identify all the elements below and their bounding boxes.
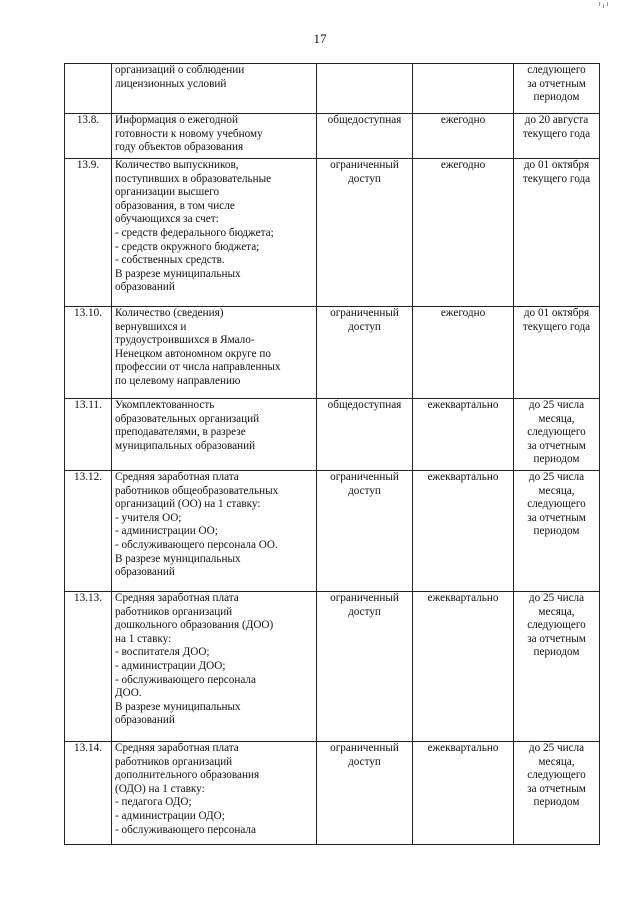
- cell-line: Укомплектованность: [115, 399, 215, 411]
- cell-line: организации высшего: [115, 186, 220, 199]
- cell-line: месяца,: [538, 755, 575, 768]
- cell-line: ежегодно: [440, 159, 486, 171]
- row-frequency: [413, 742, 514, 845]
- row-access: [317, 592, 413, 742]
- cell-line: дополнительного образования: [115, 769, 260, 782]
- cell-line: - средств федерального бюджета;: [115, 226, 274, 239]
- row-description: [112, 471, 317, 592]
- row-deadline: [514, 64, 600, 114]
- cell-line: ежегодно: [440, 307, 486, 319]
- row-deadline: [514, 307, 600, 399]
- cell-line: общедоступная: [327, 399, 402, 411]
- row-description: [112, 592, 317, 742]
- cell-line: работников общеобразовательных: [115, 484, 279, 497]
- cell-line: ежегодно: [440, 114, 486, 126]
- row-description: [112, 159, 317, 307]
- cell-line: работников организаций: [115, 755, 233, 768]
- cell-line: образований: [115, 281, 175, 294]
- cell-line: организаций о соблюдении: [115, 64, 245, 76]
- table-row: [65, 742, 600, 845]
- cell-line: году объектов образования: [115, 141, 244, 154]
- row-number: 13.9.: [65, 159, 112, 307]
- cell-line: ограниченный: [330, 307, 399, 319]
- row-frequency: [413, 114, 514, 159]
- cell-line: ежеквартально: [427, 592, 499, 604]
- cell-line: доступ: [348, 605, 381, 618]
- cell-line: лицензионных условий: [115, 77, 227, 90]
- cell-line: дошкольного образования (ДОО): [115, 619, 274, 632]
- cell-line: до 01 октября: [523, 159, 590, 171]
- table-row: [65, 399, 600, 471]
- row-number: 13.12.: [65, 471, 112, 592]
- cell-line: Ненецком автономном округе по: [115, 347, 271, 360]
- cell-line: - воспитателя ДОО;: [115, 646, 210, 659]
- cell-line: до 01 октября: [523, 307, 590, 319]
- cell-line: по целевому направлению: [115, 374, 241, 387]
- cell-line: за отчетным: [527, 782, 586, 795]
- cell-line: до 25 числа: [528, 592, 585, 604]
- row-description: [112, 64, 317, 114]
- cell-line: месяца,: [538, 484, 575, 497]
- table-row: [65, 114, 600, 159]
- cell-line: следующего: [527, 498, 586, 511]
- row-number: 13.13.: [65, 592, 112, 742]
- cell-line: ДОО.: [115, 687, 142, 700]
- cell-line: до 20 августа: [524, 114, 589, 126]
- cell-line: профессии от числа направленных: [115, 361, 281, 374]
- row-access: [317, 64, 413, 114]
- row-number: 13.10.: [65, 307, 112, 399]
- cell-line: ограниченный: [330, 742, 399, 754]
- cell-line: месяца,: [538, 412, 575, 425]
- cell-line: периодом: [533, 796, 580, 809]
- cell-line: ограниченный: [330, 592, 399, 604]
- page-number: 17: [313, 31, 327, 46]
- row-access: [317, 742, 413, 845]
- cell-line: на 1 ставку:: [115, 632, 172, 645]
- table-body: [65, 64, 600, 845]
- cell-line: доступ: [348, 320, 381, 333]
- row-access: [317, 471, 413, 592]
- cell-line: - администрации ДОО;: [115, 659, 226, 672]
- row-description: [112, 742, 317, 845]
- cell-line: доступ: [348, 484, 381, 497]
- cell-line: следующего: [527, 619, 586, 632]
- cell-line: текущего года: [522, 172, 591, 185]
- cell-line: ограниченный: [330, 471, 399, 483]
- row-description: [112, 399, 317, 471]
- cell-line: образования, в том числе: [115, 199, 235, 212]
- cell-line: месяца,: [538, 605, 575, 618]
- cell-line: образований: [115, 714, 175, 727]
- row-deadline: [514, 471, 600, 592]
- cell-line: ежеквартально: [427, 742, 499, 754]
- cell-line: трудоустроившихся в Ямало-: [115, 334, 255, 347]
- cell-line: Средняя заработная плата: [115, 592, 239, 604]
- cell-line: доступ: [348, 172, 381, 185]
- cell-line: обучающихся за счет:: [115, 213, 219, 226]
- cell-line: до 25 числа: [528, 742, 585, 754]
- cell-line: Количество выпускников,: [115, 159, 239, 171]
- row-description: [112, 114, 317, 159]
- data-table: [64, 63, 600, 845]
- cell-line: готовности к новому учебному: [115, 127, 263, 140]
- cell-line: образовательных организаций: [115, 412, 260, 425]
- row-deadline: [514, 399, 600, 471]
- cell-line: за отчетным: [527, 439, 586, 452]
- cell-line: - обслуживающего персонала: [115, 673, 256, 686]
- row-frequency: [413, 592, 514, 742]
- row-access: [317, 399, 413, 471]
- cell-line: - средств окружного бюджета;: [115, 240, 260, 253]
- row-number: [65, 64, 112, 114]
- cell-line: Информация о ежегодной: [115, 114, 238, 126]
- cell-line: следующего: [527, 769, 586, 782]
- row-number: 13.8.: [65, 114, 112, 159]
- cell-line: - педагога ОДО;: [115, 796, 192, 809]
- cell-line: общедоступная: [327, 114, 402, 126]
- cell-line: поступивших в образовательные: [115, 172, 272, 185]
- cell-line: - администрации ОДО;: [115, 809, 225, 822]
- row-frequency: [413, 64, 514, 114]
- row-frequency: [413, 399, 514, 471]
- cell-line: текущего года: [522, 127, 591, 140]
- table-row: [65, 471, 600, 592]
- table-row: [65, 307, 600, 399]
- cell-line: ежеквартально: [427, 399, 499, 411]
- cell-line: доступ: [348, 755, 381, 768]
- table-row: [65, 592, 600, 742]
- cell-line: периодом: [533, 646, 580, 659]
- corner-mark: [596, 0, 612, 16]
- cell-line: за отчетным: [527, 77, 586, 90]
- cell-line: Количество (сведения): [115, 307, 224, 319]
- cell-line: В разрезе муниципальных: [115, 700, 241, 713]
- cell-line: муниципальных образований: [115, 439, 256, 452]
- cell-line: следующего: [527, 426, 586, 439]
- cell-line: организаций (ОО) на 1 ставку:: [115, 498, 261, 511]
- cell-line: образований: [115, 566, 175, 579]
- cell-line: Средняя заработная плата: [115, 742, 239, 754]
- row-access: [317, 114, 413, 159]
- row-deadline: [514, 159, 600, 307]
- cell-line: - администрации ОО;: [115, 525, 218, 538]
- cell-line: вернувшихся и: [115, 320, 187, 333]
- cell-line: за отчетным: [527, 511, 586, 524]
- cell-line: периодом: [533, 525, 580, 538]
- cell-line: ежеквартально: [427, 471, 499, 483]
- cell-line: работников организаций: [115, 605, 233, 618]
- cell-line: - учителя ОО;: [115, 511, 182, 524]
- cell-line: текущего года: [522, 320, 591, 333]
- table-row: [65, 64, 600, 114]
- cell-line: до 25 числа: [528, 471, 585, 483]
- cell-line: до 25 числа: [528, 399, 585, 411]
- row-description: [112, 307, 317, 399]
- row-deadline: [514, 592, 600, 742]
- cell-line: - обслуживающего персонала ОО.: [115, 538, 278, 551]
- cell-line: периодом: [533, 91, 580, 104]
- row-number: 13.14.: [65, 742, 112, 845]
- cell-line: следующего: [527, 64, 586, 76]
- cell-line: Средняя заработная плата: [115, 471, 239, 483]
- cell-line: ограниченный: [330, 159, 399, 171]
- row-deadline: [514, 742, 600, 845]
- row-deadline: [514, 114, 600, 159]
- row-access: [317, 307, 413, 399]
- table-row: [65, 159, 600, 307]
- cell-line: периодом: [533, 453, 580, 466]
- row-number: 13.11.: [65, 399, 112, 471]
- cell-line: за отчетным: [527, 632, 586, 645]
- cell-line: преподавателями, в разрезе: [115, 426, 246, 439]
- row-frequency: [413, 159, 514, 307]
- cell-line: В разрезе муниципальных: [115, 552, 241, 565]
- row-access: [317, 159, 413, 307]
- cell-line: В разрезе муниципальных: [115, 267, 241, 280]
- row-frequency: [413, 307, 514, 399]
- row-frequency: [413, 471, 514, 592]
- cell-line: - обслуживающего персонала: [115, 823, 256, 836]
- cell-line: - собственных средств.: [115, 254, 225, 267]
- cell-line: (ОДО) на 1 ставку:: [115, 782, 205, 795]
